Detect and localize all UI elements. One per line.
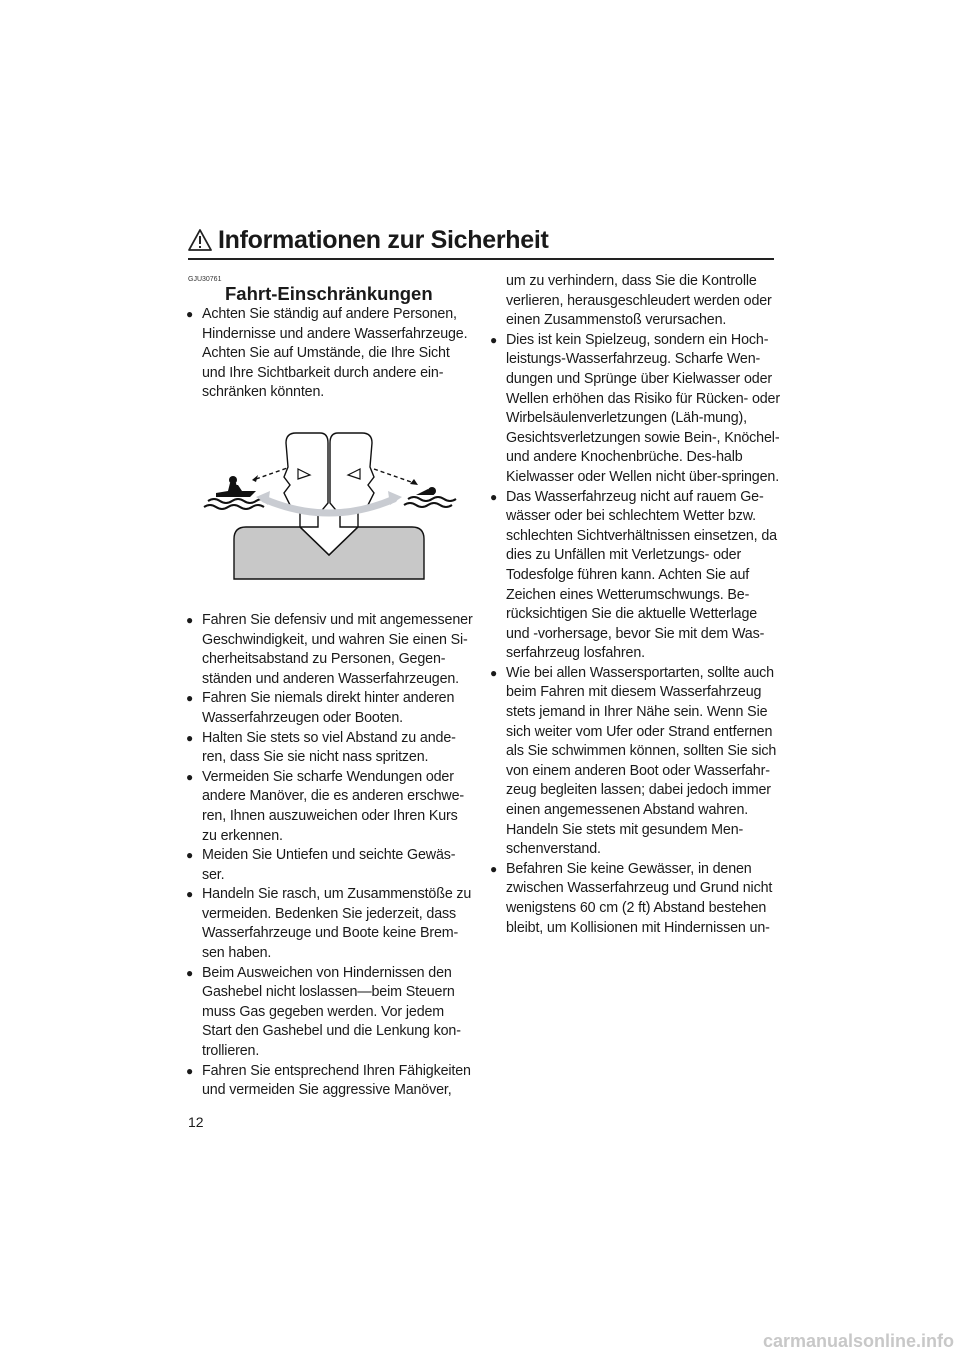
list-item-text: Handeln Sie rasch, um Zusammenstöße zu vermeiden. Bedenken Sie jederzeit, dass Wasserfahrzeuge und Boote keine Brem-sen haben. xyxy=(202,886,472,962)
list-item-text: Wie bei allen Wassersportarten, sollte auch beim Fahren mit diesem Wasserfahrzeug stets jemand in Ihrer Nähe sein. Wenn Sie sich weiter vom Ufer oder Strand entfernen als Sie schwimmen können, sollten Sie sich von einem anderen Boot oder Wasserfahr-zeug begleiten lassen; dabei jedoch immer einen angemessenen Abstand wahren. Handeln Sie stets mit gesundem Men-schenverstand. xyxy=(506,664,777,858)
list-item xyxy=(186,964,476,1062)
jet-ski-icon xyxy=(204,476,268,509)
list-item-text: Das Wasserfahrzeug nicht auf rauem Ge-wässer oder bei schlechtem Wetter bzw. schlechten Sichtverhältnissen einsetzen, da dies zu Unfällen mit Verletzungs- oder Todesfolge führen kann. Achten Sie auf Zeichen eines Wetterumschwungs. Be-rücksichtigen Sie die aktuelle Wetterlage und -vorhersage, bevor Sie mit dem Was-serfahrzeug losfahren. xyxy=(506,488,777,662)
list-item-text: Befahren Sie keine Gewässer, in denen zwischen Wasserfahrzeug und Grund nicht wenigstens 60 cm (2 ft) Abstand bestehen bleibt, um Kollisionen mit Hindernissen un- xyxy=(506,860,773,936)
watermark: carmanualsonline.info xyxy=(762,1331,954,1351)
bullet-icon: ● xyxy=(186,1063,194,1078)
list-item-text: Fahren Sie niemals direkt hinter anderen Wasserfahrzeugen oder Booten. xyxy=(202,690,455,726)
list-item xyxy=(490,488,780,664)
page-title: Informationen zur Sicherheit xyxy=(218,226,549,254)
bullet-icon: ● xyxy=(490,489,498,504)
list-item xyxy=(490,331,780,488)
list-item xyxy=(490,860,780,938)
list-item xyxy=(186,885,476,963)
list-item-text: Halten Sie stets so viel Abstand zu ande-ren, dass Sie sie nicht nass spritzen. xyxy=(202,729,456,766)
right-column xyxy=(490,272,780,938)
bullet-icon: ● xyxy=(186,848,194,863)
list-item xyxy=(186,611,476,689)
lookout-illustration xyxy=(194,423,464,583)
list-item-text: Dies ist kein Spielzeug, sondern ein Hoch-leistungs-Wasserfahrzeug. Scharfe Wen-dungen und Sprünge über Kielwasser oder Wellen erhöhen das Risiko für Rücken- oder Wirbelsäulenverletzungen (Läh-mung), Gesichtsverletzungen sowie Bein-, Knöchel- und andere Knochenbrüche. Des-halb Kielwasser oder Wellen nicht über-springen. xyxy=(506,331,780,485)
list-item-text: Vermeiden Sie scharfe Wendungen oder andere Manöver, die es anderen erschwe-ren, Ihnen auszuweichen oder Ihren Kurs zu erkennen. xyxy=(202,768,464,844)
section-title: Fahrt-Einschränkungen xyxy=(225,283,433,304)
left-column xyxy=(186,305,476,1101)
swimmer-icon xyxy=(404,487,456,507)
list-item-text: Fahren Sie entsprechend Ihren Fähigkeiten und vermeiden Sie aggressive Manöver, xyxy=(202,1062,471,1099)
list-item xyxy=(186,768,476,846)
list-item xyxy=(186,689,476,728)
bullet-icon: ● xyxy=(186,965,194,980)
continued-text: um zu verhindern, dass Sie die Kontrolle verlieren, herausgeschleudert werden oder einen Zusammenstoß verursachen. xyxy=(506,273,772,329)
list-item xyxy=(186,846,476,885)
bullet-icon: ● xyxy=(490,332,498,347)
bullet-icon: ● xyxy=(490,861,498,876)
page-header xyxy=(188,226,774,260)
bullet-icon: ● xyxy=(186,691,194,706)
warning-triangle-icon xyxy=(188,229,212,251)
bullet-icon: ● xyxy=(186,730,194,745)
list-item xyxy=(186,1062,476,1101)
bullet-icon: ● xyxy=(186,612,194,627)
bullet-icon: ● xyxy=(186,887,194,902)
list-item-text: Fahren Sie defensiv und mit angemessener Geschwindigkeit, und wahren Sie einen Si-cherheitsabstand zu Personen, Gegen-ständen und anderen Wasserfahrzeugen. xyxy=(202,611,473,687)
list-item xyxy=(186,729,476,768)
list-item-text: Beim Ausweichen von Hindernissen den Gashebel nicht loslassen—beim Steuern muss Gas gegeben werden. Vor jedem Start den Gashebel und die Lenkung kon-trollieren. xyxy=(202,964,461,1060)
shoulders-illustration xyxy=(234,527,424,579)
list-item xyxy=(490,664,780,860)
list-item-text: Meiden Sie Untiefen und seichte Gewäs-ser. xyxy=(202,847,456,883)
bullet-icon: ● xyxy=(186,769,194,784)
bullet-icon: ● xyxy=(490,665,498,680)
page-number: 12 xyxy=(188,1114,204,1130)
list-item-text: Achten Sie ständig auf andere Personen, Hindernisse und andere Wasserfahrzeuge. Achten Sie auf Umstände, die Ihre Sicht und Ihre Sichtbarkeit durch andere ein-schränken könnten. xyxy=(202,306,468,401)
bullet-icon: ● xyxy=(186,307,194,321)
list-item xyxy=(186,305,476,403)
section-code: GJU30761 xyxy=(188,276,222,283)
